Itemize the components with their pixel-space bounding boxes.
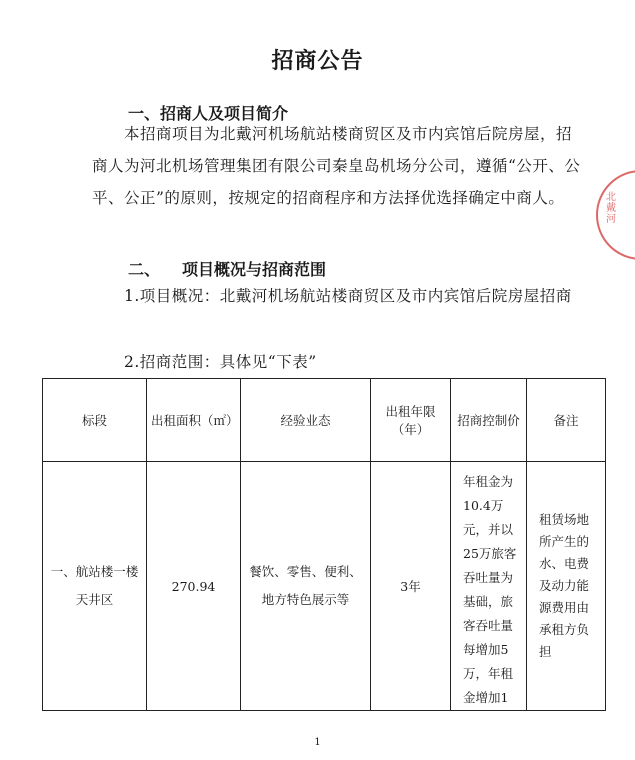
cell-price: 年租金为10.4万元，并以25万旅客吞吐量为基础，旅客吞吐量每增加5万，年租金增加1 xyxy=(451,462,527,711)
header-area: 出租面积（㎡） xyxy=(147,379,241,462)
section1-body: 本招商项目为北戴河机场航站楼商贸区及市内宾馆后院房屋，招商人为河北机场管理集团有限公司秦皇岛机场分公司，遵循“公开、公平、公正”的原则，按规定的招商程序和方法择优选择确定中商人。 xyxy=(92,125,581,207)
header-business: 经验业态 xyxy=(241,379,371,462)
header-note: 备注 xyxy=(527,379,606,462)
tender-table xyxy=(42,378,606,711)
header-segment: 标段 xyxy=(43,379,147,462)
cell-business: 餐饮、零售、便利、地方特色展示等 xyxy=(241,462,371,711)
page-title: 招商公告 xyxy=(271,49,364,74)
seal-text: 北戴河 xyxy=(606,192,616,225)
section1-heading: 一、招商人及项目简介 xyxy=(128,104,289,123)
header-term: 出租年限（年） xyxy=(371,379,451,462)
header-price: 招商控制价 xyxy=(451,379,527,462)
table-header-row xyxy=(43,379,606,462)
cell-term: 3年 xyxy=(371,462,451,711)
section2-heading-number: 二、 xyxy=(128,260,161,279)
section2-item1: 1.项目概况：北戴河机场航站楼商贸区及市内宾馆后院房屋招商 xyxy=(124,287,572,305)
section2-heading xyxy=(128,257,326,280)
section2-item2: 2.招商范围：具体见“下表” xyxy=(124,353,317,371)
cell-area: 270.94 xyxy=(147,462,241,711)
page-number: 1 xyxy=(314,737,321,748)
cell-segment: 一、航站楼一楼天井区 xyxy=(43,462,147,711)
cell-note: 租赁场地所产生的水、电费及动力能源费用由承租方负担 xyxy=(527,462,606,711)
table-row xyxy=(43,462,606,711)
section2-heading-text: 项目概况与招商范围 xyxy=(182,260,327,279)
